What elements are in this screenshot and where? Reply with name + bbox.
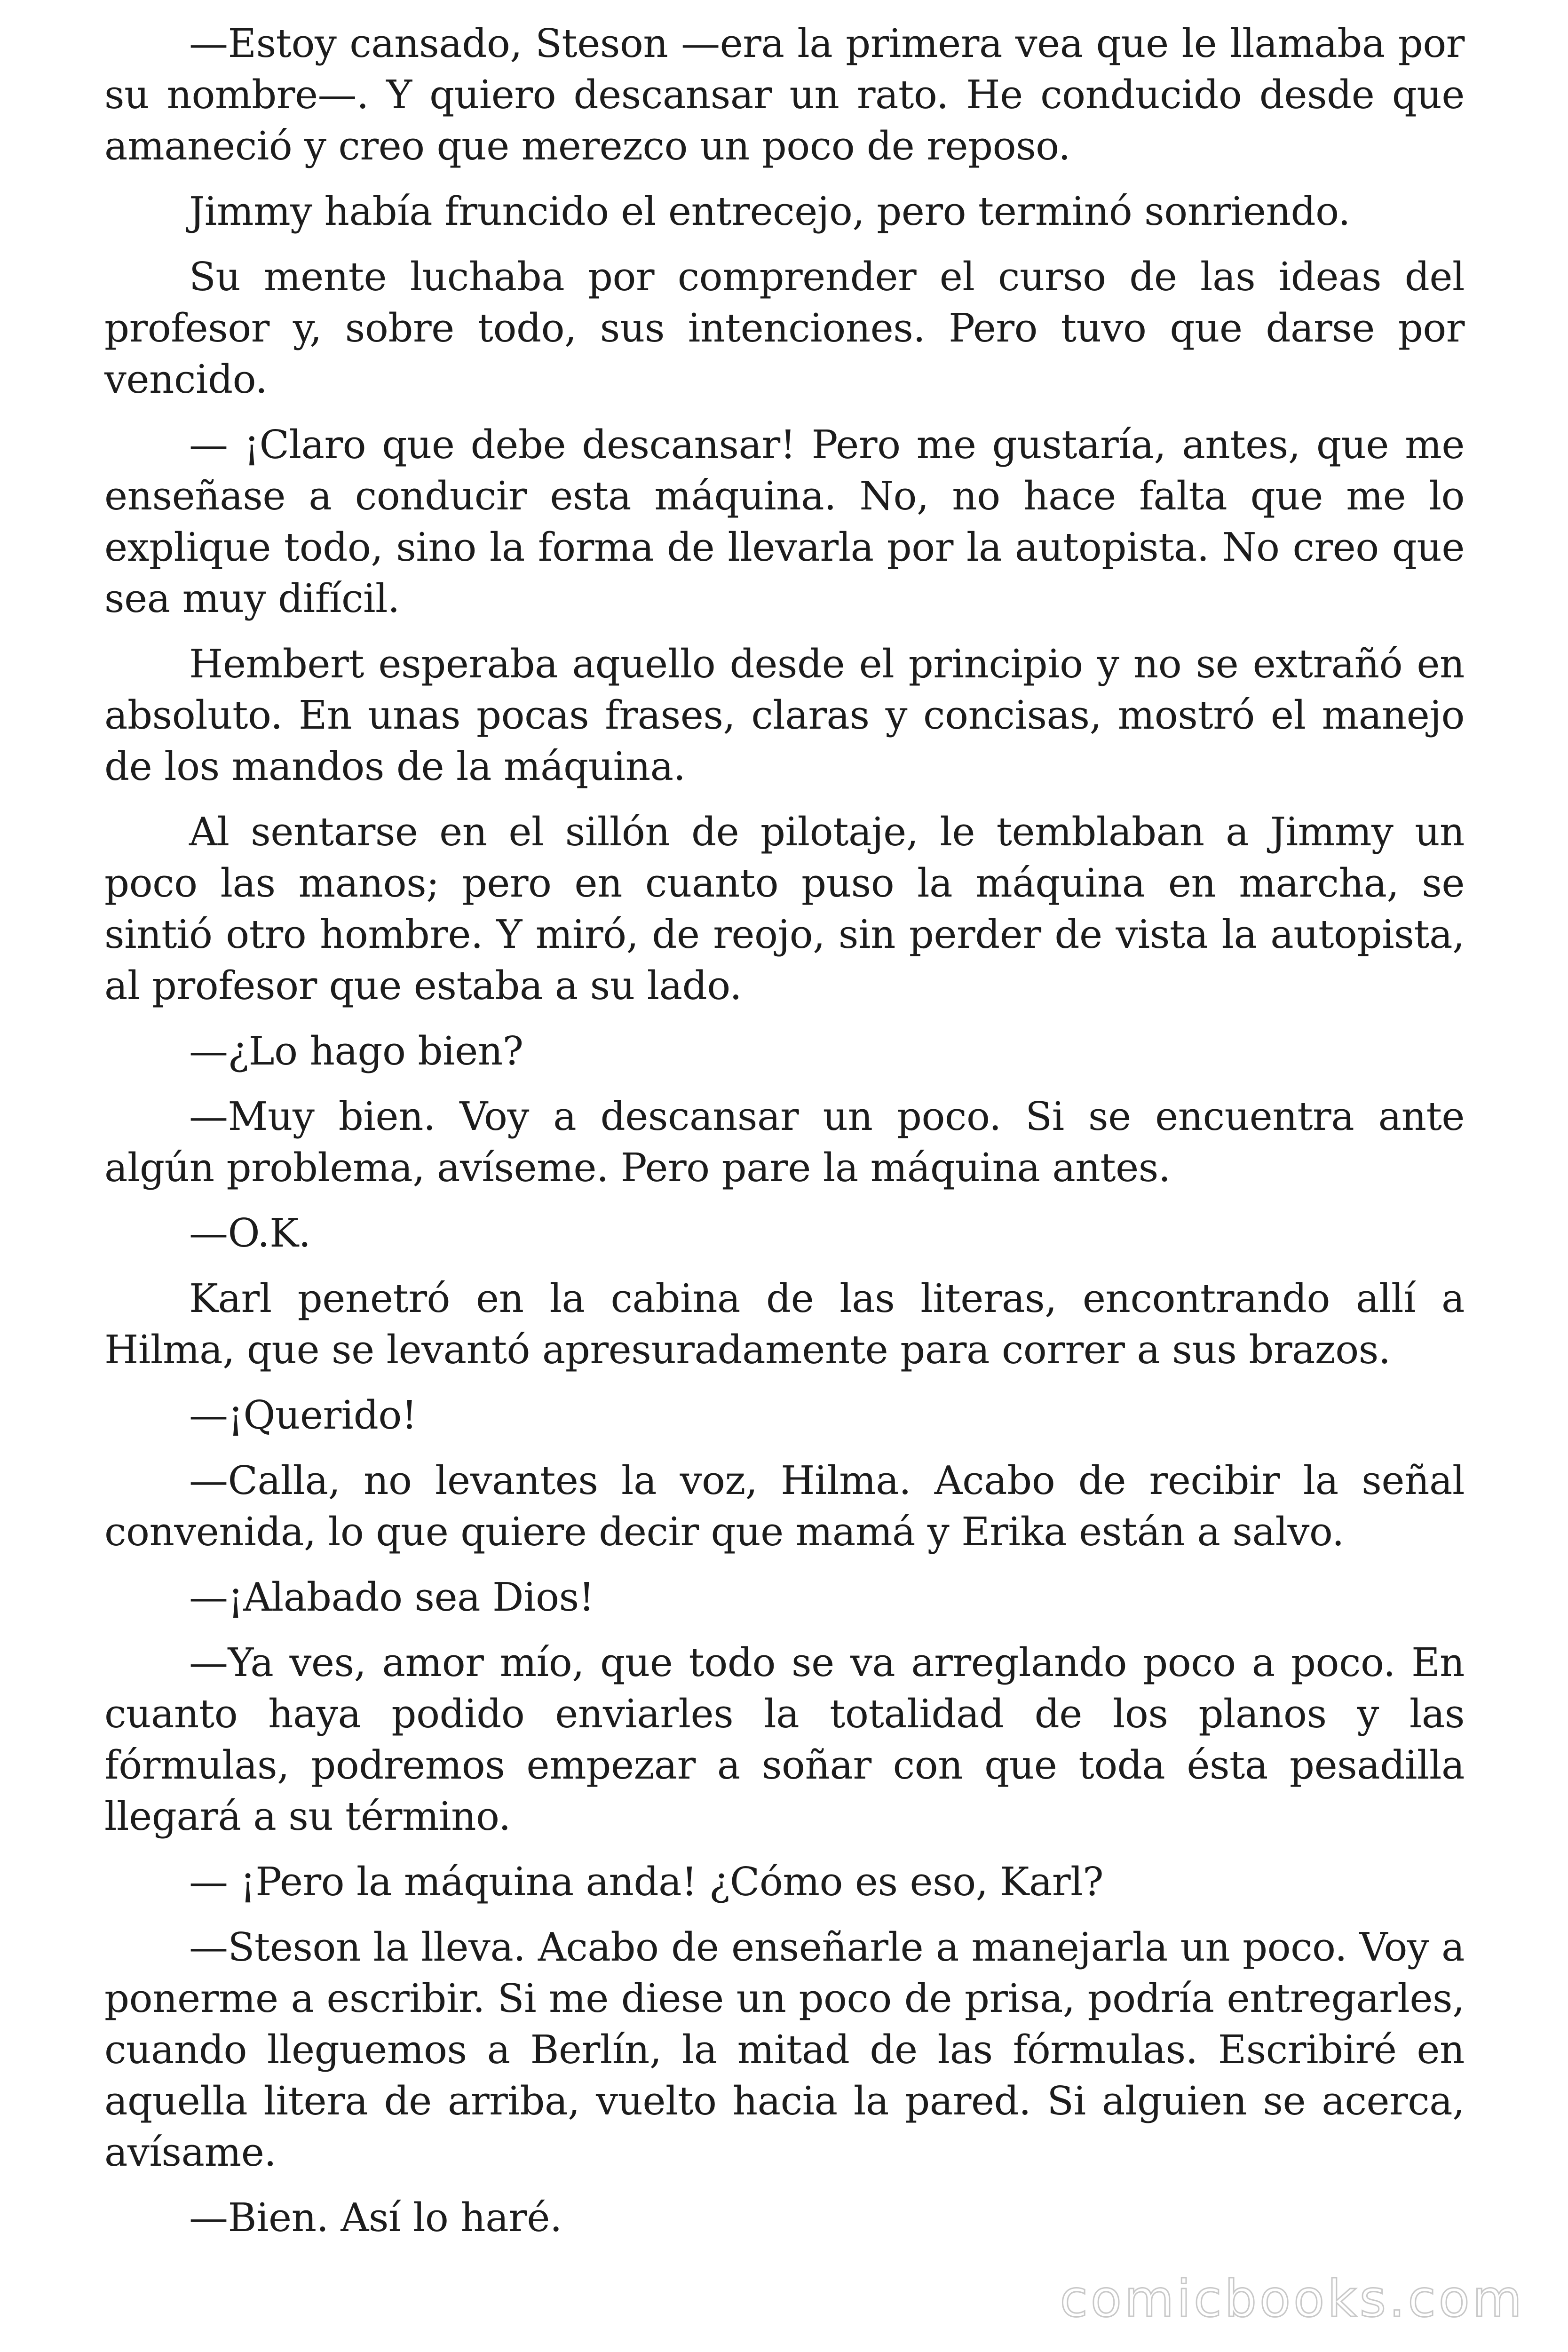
paragraph: —Bien. Así lo haré. [189, 2195, 562, 2241]
paragraph: — ¡Pero la máquina anda! ¿Cómo es eso, Karl? [189, 1859, 1104, 1905]
paragraph: Su mente luchaba por comprender el curso de las ideas del profesor y, sobre todo, sus intenciones. Pero tuvo que darse por vencido. [104, 254, 1465, 402]
paragraph: Hembert esperaba aquello desde el principio y no se extrañó en absoluto. En unas pocas frases, claras y concisas, mostró el manejo de los mandos de la máquina. [104, 641, 1465, 789]
paragraph: —¡Alabado sea Dios! [189, 1574, 594, 1620]
paragraph: Al sentarse en el sillón de pilotaje, le temblaban a Jimmy un poco las manos; pero en cuanto puso la máquina en marcha, se sintió otro hombre. Y miró, de reojo, sin perder de vista la autopista, al profesor que estaba a su lado. [104, 809, 1465, 1009]
paragraph: —¿Lo hago bien? [189, 1028, 523, 1074]
paragraph: Karl penetró en la cabina de las literas, encontrando allí a Hilma, que se levantó apresuradamente para correr a sus brazos. [104, 1276, 1465, 1373]
paragraph: —Estoy cansado, Steson —era la primera vea que le llamaba por su nombre—. Y quiero descansar un rato. He conducido desde que amaneció y creo que merezco un poco de reposo. [104, 21, 1465, 169]
paragraph: —Muy bien. Voy a descansar un poco. Si se encuentra ante algún problema, avíseme. Pero pare la máquina antes. [104, 1094, 1465, 1191]
paragraph: —¡Querido! [189, 1392, 417, 1438]
paragraph: —Steson la lleva. Acabo de enseñarle a manejarla un poco. Voy a ponerme a escribir. Si me diese un poco de prisa, podría entregarles, cuando lleguemos a Berlín, la mitad de las fórmulas. Escribiré en aquella litera de arriba, vuelto hacia la pared. Si alguien se acerca, avísame. [104, 1924, 1465, 2175]
paragraph: — ¡Claro que debe descansar! Pero me gustaría, antes, que me enseñase a conducir esta máquina. No, no hace falta que me lo explique todo, sino la forma de llevarla por la autopista. No creo que sea muy difícil. [104, 422, 1465, 621]
watermark: comicbooks.com [1060, 2270, 1525, 2328]
book-page [104, 18, 1465, 2257]
paragraph: —Calla, no levantes la voz, Hilma. Acabo de recibir la señal convenida, lo que quiere decir que mamá y Erika están a salvo. [104, 1458, 1465, 1555]
paragraph: Jimmy había fruncido el entrecejo, pero terminó sonriendo. [189, 189, 1350, 234]
paragraph: —Ya ves, amor mío, que todo se va arreglando poco a poco. En cuanto haya podido enviarles la totalidad de los planos y las fórmulas, podremos empezar a soñar con que toda ésta pesadilla llegará a su término. [104, 1640, 1465, 1839]
paragraph: —O.K. [189, 1210, 311, 1256]
